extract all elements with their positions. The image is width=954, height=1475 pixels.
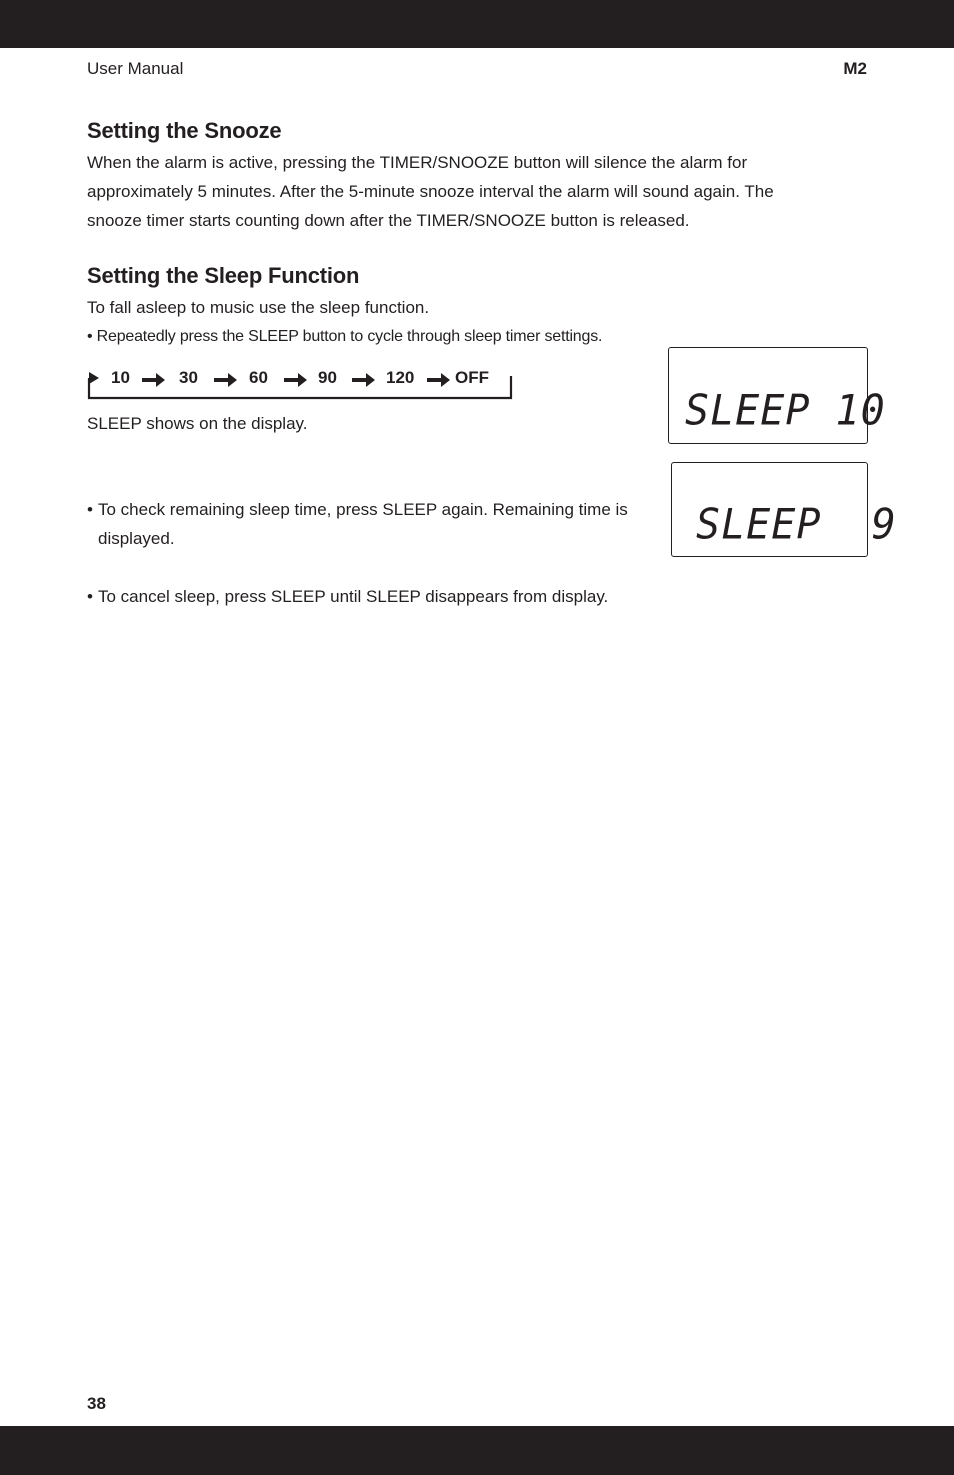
page-number: 38 <box>87 1394 106 1413</box>
bottom-bar <box>0 1426 954 1475</box>
bullet-check-remaining <box>87 495 647 553</box>
header-document-title: User Manual <box>87 59 184 78</box>
lcd-readout: SLEEP 10 <box>685 386 886 436</box>
lcd-display-sleep-10 <box>668 347 886 444</box>
cycle-value-120: 120 <box>386 368 415 387</box>
sleep-intro: To fall asleep to music use the sleep function. <box>87 298 430 317</box>
cycle-value-90: 90 <box>318 368 337 387</box>
bullet-text: To cancel sleep, press SLEEP until SLEEP disappears from display. <box>98 587 609 606</box>
bullet-mark: • <box>87 587 93 606</box>
bullet-mark: • <box>87 500 93 519</box>
snooze-paragraph: When the alarm is active, pressing the TIMER/SNOOZE button will silence the alarm for approximately 5 minutes. After the 5-minute snooze interval the alarm will sound again. The snooze timer starts counting down after the TIMER/SNOOZE button is released. <box>87 153 774 230</box>
sleep-cycle-diagram <box>87 364 514 400</box>
section-title-sleep: Setting the Sleep Function <box>87 263 360 288</box>
section-title-snooze: Setting the Snooze <box>87 118 282 143</box>
cycle-value-10: 10 <box>111 368 130 387</box>
lcd-display-sleep-9 <box>671 462 897 557</box>
bullet-text: To check remaining sleep time, press SLEEP again. Remaining time is displayed. <box>98 500 628 548</box>
top-bar <box>0 0 954 48</box>
sleep-display-note: SLEEP shows on the display. <box>87 414 308 433</box>
header-model-name: M2 <box>843 59 867 78</box>
cycle-value-30: 30 <box>179 368 198 387</box>
cycle-value-off: OFF <box>455 368 489 387</box>
cycle-value-60: 60 <box>249 368 268 387</box>
cycle-loop-arrow-icon <box>87 364 514 400</box>
sleep-instruction-bullet: • Repeatedly press the SLEEP button to cycle through sleep timer settings. <box>87 328 603 345</box>
bullet-cancel-sleep <box>87 582 647 611</box>
lcd-readout: SLEEP 9 <box>696 500 897 550</box>
